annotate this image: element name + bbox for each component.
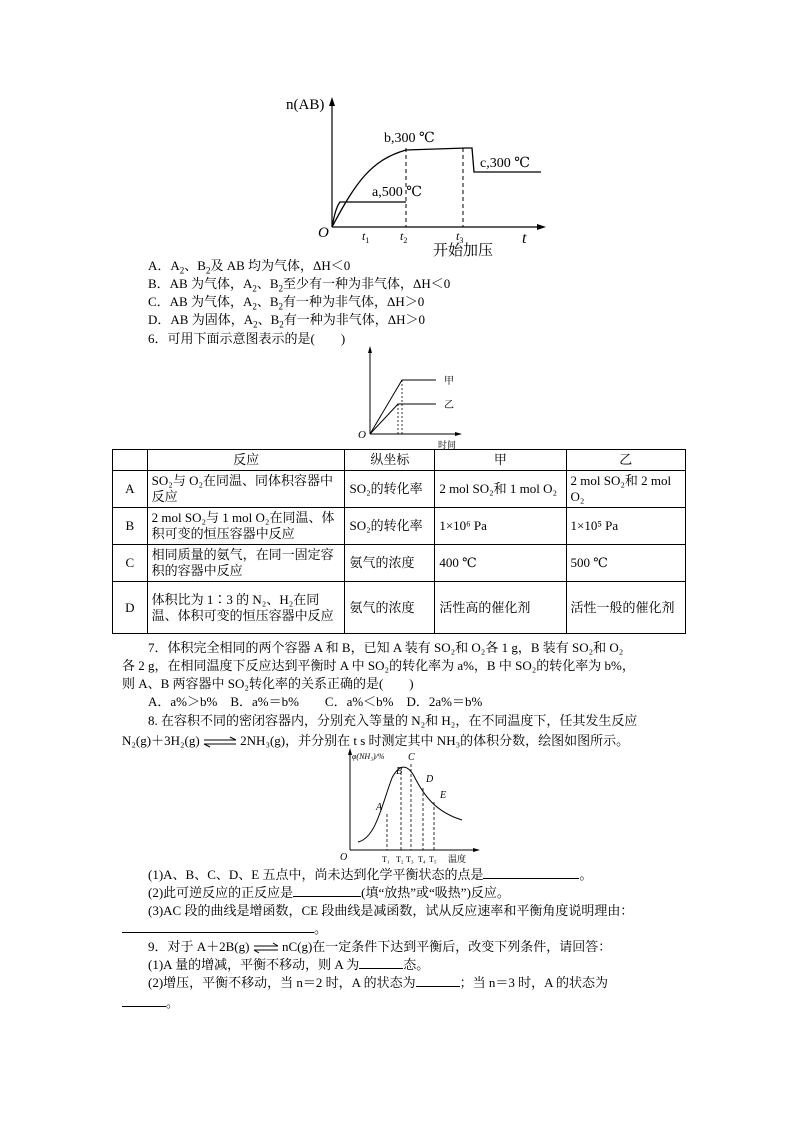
header-jia: 甲 xyxy=(435,450,566,471)
table-row: D 体积比为 1∶3 的 N₂、H₂在同温、体积可变的恒压容器中反应 氨气的浓度 活性高的催化剂 活性一般的催化剂 xyxy=(113,582,686,634)
q6-graph xyxy=(354,344,474,450)
jia-label: 甲 xyxy=(444,376,454,387)
tick-T1: T₁ xyxy=(382,855,390,864)
q9-sub1-blank[interactable] xyxy=(359,956,403,969)
q7-options: A．a%＞b% B．a%＝b% C．a%＜b% D．2a%＝b% xyxy=(148,694,483,709)
x-axis-label: t xyxy=(522,230,527,247)
reaction-table xyxy=(112,449,686,634)
q5-option-d: D．AB 为固体，$A_2$、$B_2$有一种为非气体，ΔH＞0 xyxy=(148,312,426,330)
pressure-annotation: 开始加压 xyxy=(433,243,494,259)
svg-text:t3: $t_3$ xyxy=(456,229,464,245)
tick-t2: t xyxy=(400,229,404,243)
curve-c-label: c,300 ℃ xyxy=(480,156,530,171)
q6-stem: 6．可用下面示意图表示的是( ) xyxy=(148,331,346,346)
q9-sub2-blank-a[interactable] xyxy=(416,974,460,987)
svg-text:t2: $t_2$ xyxy=(400,229,408,245)
q8-sub3: (3)AC 段的曲线是增函数，CE 段曲线是减函数，试从反应速率和平衡角度说明理由： xyxy=(148,903,634,918)
table-header-row xyxy=(113,450,686,471)
table-row: B 2 mol SO₂与 1 mol O₂在同温、体积可变的恒压容器中反应 SO₂的转化率 1×10⁶ Pa 1×10⁵ Pa xyxy=(113,508,686,545)
q8-x-label: 温度 xyxy=(448,854,467,864)
tick-T5: T₅ xyxy=(429,855,437,864)
q8-sub1-blank[interactable] xyxy=(483,866,579,879)
tick-t3: t xyxy=(456,229,460,243)
q8-y-label: φ(NH₃)/% xyxy=(352,752,385,761)
q9-sub1: (1)A 量的增减，平衡不移动，则 A 为 态。 xyxy=(148,957,430,972)
q9-sub2-cont: 。 xyxy=(122,994,179,1011)
tick-T2: T₂ xyxy=(396,855,404,864)
q8-line1: 8. 在容积不同的密闭容器内，分别充入等量的 N₂和 H₂，在不同温度下，任其发生反应 xyxy=(148,713,638,728)
curve-b-label: b,300 ℃ xyxy=(384,131,435,146)
q7-line2: 各 2 g，在相同温度下反应达到平衡时 A 中 SO₂的转化率为 a%，B 中 SO₂的转化率为 b%， xyxy=(122,658,635,673)
header-empty xyxy=(113,450,148,471)
y-axis-label: n(AB) xyxy=(286,97,325,113)
q7-line1: 7．体积完全相同的两个容器 A 和 B，已知 A 装有 SO₂和 O₂各 1 g，B 装有 SO₂和 O₂ xyxy=(148,640,624,655)
point-d: D xyxy=(426,774,434,785)
q8-sub3-answer-line: 。 xyxy=(122,920,327,937)
table-row: A SO₂与 O₂在同温、同体积容器中反应 SO₂的转化率 2 mol SO₂和 1 mol O₂ 2 mol SO₂和 2 mol O₂ xyxy=(113,471,686,508)
tick-T3: T₃ xyxy=(406,855,414,864)
q5-option-b: B．AB 为气体，$A_2$、$B_2$至少有一种为非气体，ΔH＜0 xyxy=(148,276,451,294)
q8-sub3-blank[interactable] xyxy=(122,920,314,933)
table-row: C 相同质量的氨气，在同一固定容积的容器中反应 氨气的浓度 400 ℃ 500 ℃ xyxy=(113,545,686,582)
q8-graph-nh3-vs-temperature xyxy=(336,746,486,866)
q8-sub2-blank[interactable] xyxy=(293,884,361,897)
q8-sub2: (2)此可逆反应的正反应是 (填“放热”或“吸热”)反应。 xyxy=(148,885,510,900)
q7-line3: 则 A、B 两容器中 SO₂转化率的关系正确的是( ) xyxy=(122,676,414,691)
q9-sub2: (2)增压，平衡不移动，当 n＝2 时，A 的状态为 ；当 n＝3 时，A 的状态为 xyxy=(148,975,609,990)
header-reaction: 反应 xyxy=(147,450,345,471)
header-yi: 乙 xyxy=(566,450,685,471)
tick-T4: T₄ xyxy=(418,855,426,864)
q9-stem: 9．对于 A＋2B(g) nC(g)在一定条件下达到平衡后，改变下列条件，请回答： xyxy=(148,939,612,954)
equilibrium-arrow-icon xyxy=(203,737,237,747)
curve-a-label: a,500 ℃ xyxy=(372,185,422,200)
svg-text:t1: $t_1$ xyxy=(362,229,370,245)
q5-option-a: A．$A_2$、$B_2$及 AB 均为气体，ΔH＜0 xyxy=(148,258,351,276)
header-axis: 纵坐标 xyxy=(345,450,435,471)
q8-origin: O xyxy=(340,852,348,863)
point-a: A xyxy=(376,802,383,813)
origin-label: O xyxy=(318,225,329,241)
q9-sub2-blank-b[interactable] xyxy=(122,994,166,1007)
point-e: E xyxy=(440,790,447,801)
graph-n-ab-vs-time xyxy=(286,92,556,259)
point-c: C xyxy=(408,752,415,763)
equilibrium-arrow-icon xyxy=(253,943,279,953)
q6-origin: O xyxy=(358,429,366,441)
q8-sub1: (1)A、B、C、D、E 五点中，尚未达到化学平衡状态的点是 。 xyxy=(148,867,593,882)
yi-label: 乙 xyxy=(444,400,454,411)
q6-x-label: 时间 xyxy=(438,440,457,450)
q8-line2: N₂(g)＋3H₂(g) 2NH₃(g)，并分别在 t s 时测定其中 NH₃的体积分数，绘图如图所示。 xyxy=(122,733,630,748)
tick-t1: t xyxy=(362,229,366,243)
point-b: B xyxy=(396,766,403,777)
q5-option-c: C．AB 为气体，$A_2$、$B_2$有一种为非气体，ΔH＞0 xyxy=(148,294,425,312)
